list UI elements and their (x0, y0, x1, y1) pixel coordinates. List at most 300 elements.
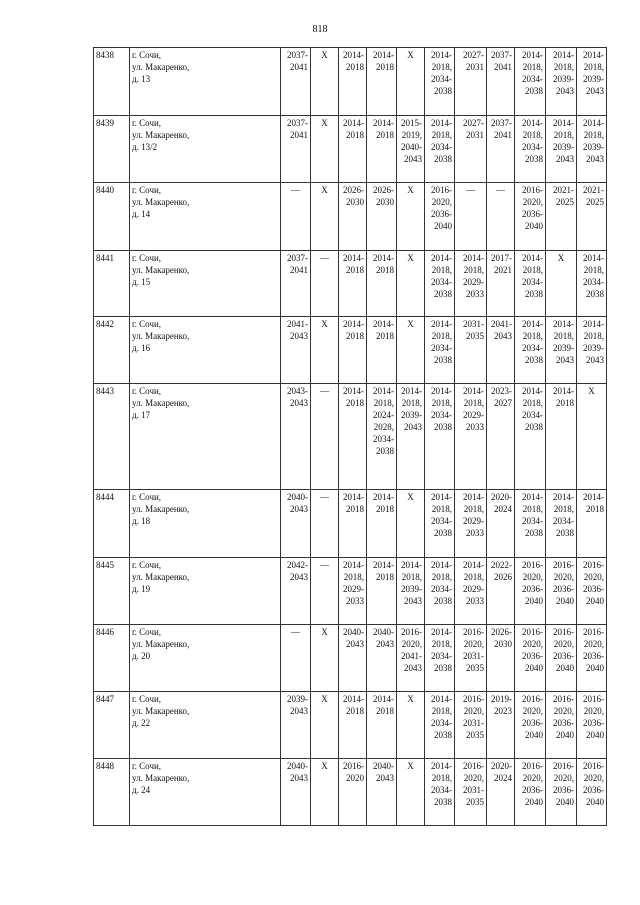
period-line: 2038 (434, 289, 452, 299)
period-line: 2018, (553, 62, 574, 72)
period-line: 2021 (494, 265, 512, 275)
period-line: 2033 (466, 596, 484, 606)
period-line: 2018, (431, 331, 452, 341)
table-row (94, 183, 607, 251)
period-line: 2038 (434, 355, 452, 365)
period-cell (515, 692, 546, 759)
period-line: 2043 (404, 422, 422, 432)
table-row (94, 490, 607, 558)
period-cell (455, 759, 487, 826)
period-line: 2039- (553, 142, 574, 152)
period-line: X (407, 185, 414, 195)
period-cell (455, 558, 487, 625)
period-cell (367, 116, 397, 183)
address-cell (130, 251, 281, 317)
period-line: 2031 (466, 130, 484, 140)
period-cell (281, 251, 311, 317)
period-cell (455, 692, 487, 759)
period-line: 2014- (431, 118, 452, 128)
period-line: 2042- (287, 560, 308, 570)
house-number-cell: 8445 (94, 558, 130, 625)
period-cell (515, 490, 546, 558)
period-line: 2040 (586, 730, 604, 740)
period-line: 2014- (553, 386, 574, 396)
period-cell (281, 759, 311, 826)
period-line: 2036- (553, 584, 574, 594)
period-cell (515, 558, 546, 625)
period-cell (487, 490, 515, 558)
period-line: — (291, 627, 300, 637)
address-line: г. Сочи, (132, 492, 162, 502)
period-line: 2025 (556, 197, 574, 207)
period-line: 2014- (343, 118, 364, 128)
period-line: 2043 (376, 639, 394, 649)
period-line: 2034- (522, 343, 543, 353)
period-line: 2029- (463, 584, 484, 594)
period-line: 2014- (373, 694, 394, 704)
period-line: 2014- (431, 319, 452, 329)
house-number-cell: 8441 (94, 251, 130, 317)
period-line: X (321, 50, 328, 60)
period-line: 2033 (346, 596, 364, 606)
period-line: 2016- (343, 761, 364, 771)
period-line: 2014- (401, 560, 422, 570)
table-row (94, 759, 607, 826)
period-line: 2018, (553, 331, 574, 341)
period-cell (425, 490, 455, 558)
period-line: 2034- (431, 74, 452, 84)
period-line: X (407, 253, 414, 263)
period-line: 2014- (373, 50, 394, 60)
period-line: 2020, (463, 639, 484, 649)
period-cell (339, 116, 367, 183)
period-cell (487, 317, 515, 384)
period-line: 2039- (583, 74, 604, 84)
period-line: 2016- (553, 761, 574, 771)
period-line: 2020, (553, 773, 574, 783)
period-line: 2036- (522, 584, 543, 594)
period-line: 2014- (431, 492, 452, 502)
period-line: 2018 (376, 572, 394, 582)
address-line: д. 18 (132, 516, 151, 526)
address-line: г. Сочи, (132, 185, 162, 195)
period-line: 2043 (290, 504, 308, 514)
period-line: 2040 (556, 797, 574, 807)
period-cell (311, 692, 339, 759)
period-line: 2043 (556, 154, 574, 164)
period-cell (487, 625, 515, 692)
period-line: 2034- (431, 785, 452, 795)
period-line: 2014- (522, 319, 543, 329)
period-cell (311, 384, 339, 490)
registry-body (94, 48, 607, 826)
period-cell (577, 317, 607, 384)
period-cell (281, 48, 311, 116)
period-cell (515, 384, 546, 490)
period-line: 2043 (290, 773, 308, 783)
period-line: 2018 (346, 398, 364, 408)
address-line: ул. Макаренко, (132, 62, 190, 72)
period-line: 2034- (431, 277, 452, 287)
period-cell (546, 759, 577, 826)
period-line: 2034- (431, 142, 452, 152)
period-line: 2018, (553, 504, 574, 514)
period-cell (425, 558, 455, 625)
period-line: 2016- (553, 560, 574, 570)
period-line: 2018 (346, 706, 364, 716)
period-line: 2018 (346, 504, 364, 514)
period-cell (546, 692, 577, 759)
period-line: 2038 (434, 422, 452, 432)
address-line: г. Сочи, (132, 319, 162, 329)
period-line: 2040 (586, 596, 604, 606)
period-line: X (321, 627, 328, 637)
house-number-cell: 8438 (94, 48, 130, 116)
period-line: 2035 (466, 663, 484, 673)
period-line: 2016- (463, 761, 484, 771)
period-cell (311, 558, 339, 625)
period-line: 2020- (491, 761, 512, 771)
period-cell (311, 116, 339, 183)
period-line: 2039- (401, 584, 422, 594)
period-line: 2014- (343, 253, 364, 263)
address-line: г. Сочи, (132, 386, 162, 396)
period-line: 2040 (556, 663, 574, 673)
period-line: 2038 (434, 730, 452, 740)
table-row (94, 692, 607, 759)
period-line: 2038 (434, 86, 452, 96)
period-line: 2023 (494, 706, 512, 716)
address-line: ул. Макаренко, (132, 572, 190, 582)
period-line: 2043 (290, 572, 308, 582)
period-line: 2036- (583, 651, 604, 661)
period-cell (515, 317, 546, 384)
period-line: 2020, (401, 639, 422, 649)
period-cell (281, 490, 311, 558)
period-line: 2040 (586, 663, 604, 673)
period-line: 2043 (556, 86, 574, 96)
period-line: 2014- (373, 118, 394, 128)
period-cell (425, 183, 455, 251)
period-line: 2036- (522, 718, 543, 728)
period-line: 2014- (583, 50, 604, 60)
period-line: 2018, (463, 504, 484, 514)
period-line: 2029- (343, 584, 364, 594)
period-line: 2018, (522, 504, 543, 514)
period-line: 2014- (553, 492, 574, 502)
page-number: 818 (312, 24, 328, 35)
period-line: 2043 (404, 596, 422, 606)
period-line: 2014- (343, 492, 364, 502)
period-line: X (321, 694, 328, 704)
period-line: 2035 (466, 331, 484, 341)
period-cell (455, 384, 487, 490)
period-line: 2016- (522, 627, 543, 637)
period-cell (577, 625, 607, 692)
period-line: 2018, (522, 398, 543, 408)
period-line: 2031- (463, 785, 484, 795)
period-line: 2014- (343, 560, 364, 570)
period-cell (455, 48, 487, 116)
period-line: 2014- (463, 560, 484, 570)
period-line: 2038 (525, 86, 543, 96)
period-line: 2031- (463, 718, 484, 728)
period-cell (281, 692, 311, 759)
period-line: — (320, 386, 329, 396)
period-line: 2020, (522, 197, 543, 207)
period-cell (546, 48, 577, 116)
period-line: 2037- (287, 118, 308, 128)
period-line: 2018, (522, 265, 543, 275)
house-number-cell: 8448 (94, 759, 130, 826)
period-line: 2026- (343, 185, 364, 195)
period-line: 2014- (522, 492, 543, 502)
period-line: 2020, (431, 197, 452, 207)
period-line: 2037- (287, 50, 308, 60)
period-cell (281, 116, 311, 183)
period-cell (397, 183, 425, 251)
period-line: 2014- (522, 386, 543, 396)
period-cell (311, 183, 339, 251)
period-line: 2041 (494, 130, 512, 140)
period-cell (367, 317, 397, 384)
period-line: 2040 (586, 797, 604, 807)
address-line: г. Сочи, (132, 694, 162, 704)
period-line: 2031 (466, 62, 484, 72)
period-line: X (321, 185, 328, 195)
address-cell (130, 116, 281, 183)
period-line: 2038 (525, 154, 543, 164)
period-line: — (291, 185, 300, 195)
period-cell (487, 183, 515, 251)
period-line: 2016- (583, 761, 604, 771)
address-cell (130, 692, 281, 759)
period-line: — (320, 492, 329, 502)
period-line: 2031- (463, 319, 484, 329)
period-line: 2040 (525, 221, 543, 231)
period-cell (339, 692, 367, 759)
period-line: 2018, (463, 572, 484, 582)
period-line: 2027 (494, 398, 512, 408)
period-line: 2020, (463, 706, 484, 716)
period-line: 2024- (373, 410, 394, 420)
table-row (94, 558, 607, 625)
period-line: 2018, (431, 504, 452, 514)
period-line: 2033 (466, 289, 484, 299)
period-cell (455, 116, 487, 183)
period-line: 2038 (525, 422, 543, 432)
table-row (94, 384, 607, 490)
period-line: 2030 (346, 197, 364, 207)
address-cell (130, 625, 281, 692)
period-cell (367, 558, 397, 625)
address-line: г. Сочи, (132, 118, 162, 128)
period-line: 2041 (290, 130, 308, 140)
address-line: ул. Макаренко, (132, 639, 190, 649)
period-line: 2020, (583, 773, 604, 783)
period-line: 2016- (463, 694, 484, 704)
period-line: 2016- (463, 627, 484, 637)
period-line: 2034- (431, 584, 452, 594)
period-cell (577, 251, 607, 317)
period-cell (487, 116, 515, 183)
table-row (94, 251, 607, 317)
period-line: 2020, (553, 572, 574, 582)
period-line: 2014- (431, 761, 452, 771)
period-line: 2014- (583, 492, 604, 502)
period-cell (546, 490, 577, 558)
period-line: 2019, (401, 130, 422, 140)
period-line: 2040- (343, 627, 364, 637)
period-line: 2014- (373, 560, 394, 570)
period-cell (425, 759, 455, 826)
period-line: 2019- (491, 694, 512, 704)
period-line: 2034- (583, 277, 604, 287)
house-number-cell: 8446 (94, 625, 130, 692)
period-cell (515, 116, 546, 183)
period-cell (546, 183, 577, 251)
address-line: д. 22 (132, 718, 151, 728)
period-line: 2040 (525, 596, 543, 606)
period-line: 2022- (491, 560, 512, 570)
period-cell (546, 625, 577, 692)
period-cell (397, 116, 425, 183)
period-line: 2038 (434, 528, 452, 538)
period-cell (577, 384, 607, 490)
period-line: 2021- (553, 185, 574, 195)
address-line: д. 15 (132, 277, 151, 287)
period-line: 2020, (522, 773, 543, 783)
period-line: 2041- (401, 651, 422, 661)
period-line: 2037- (287, 253, 308, 263)
period-line: 2038 (525, 355, 543, 365)
period-cell (397, 692, 425, 759)
period-line: 2014- (522, 50, 543, 60)
period-line: 2040 (434, 221, 452, 231)
period-line: 2014- (343, 386, 364, 396)
address-line: ул. Макаренко, (132, 504, 190, 514)
period-cell (311, 317, 339, 384)
period-line: 2018, (583, 130, 604, 140)
period-cell (339, 317, 367, 384)
period-line: 2039- (553, 343, 574, 353)
period-line: 2038 (434, 596, 452, 606)
period-line: 2034- (522, 142, 543, 152)
period-line: 2023- (491, 386, 512, 396)
period-line: 2036- (522, 209, 543, 219)
period-line: 2041 (494, 62, 512, 72)
period-line: 2028, (373, 422, 394, 432)
period-line: X (407, 50, 414, 60)
period-line: 2018, (431, 265, 452, 275)
period-line: 2018, (522, 62, 543, 72)
address-cell (130, 759, 281, 826)
address-line: ул. Макаренко, (132, 773, 190, 783)
period-line: — (320, 253, 329, 263)
period-line: X (321, 319, 328, 329)
period-line: 2038 (376, 446, 394, 456)
period-cell (367, 759, 397, 826)
period-line: 2018 (346, 331, 364, 341)
period-cell (425, 384, 455, 490)
period-line: 2014- (522, 253, 543, 263)
period-cell (281, 183, 311, 251)
period-line: 2034- (373, 434, 394, 444)
period-line: 2018 (346, 265, 364, 275)
period-line: 2040 (525, 663, 543, 673)
address-line: д. 24 (132, 785, 151, 795)
period-line: 2040 (556, 730, 574, 740)
period-line: X (588, 386, 595, 396)
period-line: 2043 (586, 86, 604, 96)
period-line: 2026- (373, 185, 394, 195)
period-cell (367, 183, 397, 251)
period-cell (577, 183, 607, 251)
period-cell (281, 384, 311, 490)
period-cell (487, 692, 515, 759)
period-line: 2018, (583, 265, 604, 275)
period-line: 2043 (556, 355, 574, 365)
period-line: 2014- (343, 319, 364, 329)
period-cell (577, 558, 607, 625)
table-row (94, 317, 607, 384)
period-line: 2034- (431, 343, 452, 353)
period-line: 2029- (463, 410, 484, 420)
period-line: 2018, (431, 130, 452, 140)
period-cell (487, 558, 515, 625)
address-line: д. 13 (132, 74, 151, 84)
period-line: 2016- (522, 185, 543, 195)
period-line: 2036- (583, 718, 604, 728)
period-line: — (320, 560, 329, 570)
address-line: д. 19 (132, 584, 151, 594)
period-cell (339, 759, 367, 826)
table-row (94, 116, 607, 183)
period-line: 2034- (553, 516, 574, 526)
period-cell (546, 116, 577, 183)
period-line: 2014- (522, 118, 543, 128)
address-line: д. 16 (132, 343, 151, 353)
period-cell (311, 625, 339, 692)
period-cell (367, 490, 397, 558)
address-line: г. Сочи, (132, 253, 162, 263)
period-cell (487, 251, 515, 317)
period-line: 2036- (553, 651, 574, 661)
period-line: 2015- (401, 118, 422, 128)
address-line: г. Сочи, (132, 560, 162, 570)
period-line: 2014- (431, 50, 452, 60)
period-line: 2041 (290, 62, 308, 72)
period-line: 2034- (431, 410, 452, 420)
period-line: 2026 (494, 572, 512, 582)
period-line: 2038 (434, 663, 452, 673)
period-cell (397, 317, 425, 384)
period-cell (546, 558, 577, 625)
period-cell (397, 558, 425, 625)
address-cell (130, 183, 281, 251)
address-line: д. 20 (132, 651, 151, 661)
period-line: 2038 (525, 528, 543, 538)
period-line: 2031- (463, 651, 484, 661)
period-cell (546, 384, 577, 490)
address-line: ул. Макаренко, (132, 265, 190, 275)
period-line: 2024 (494, 504, 512, 514)
period-line: 2018, (431, 773, 452, 783)
period-line: 2018 (346, 62, 364, 72)
period-cell (577, 490, 607, 558)
period-line: 2036- (431, 209, 452, 219)
period-line: 2034- (522, 277, 543, 287)
